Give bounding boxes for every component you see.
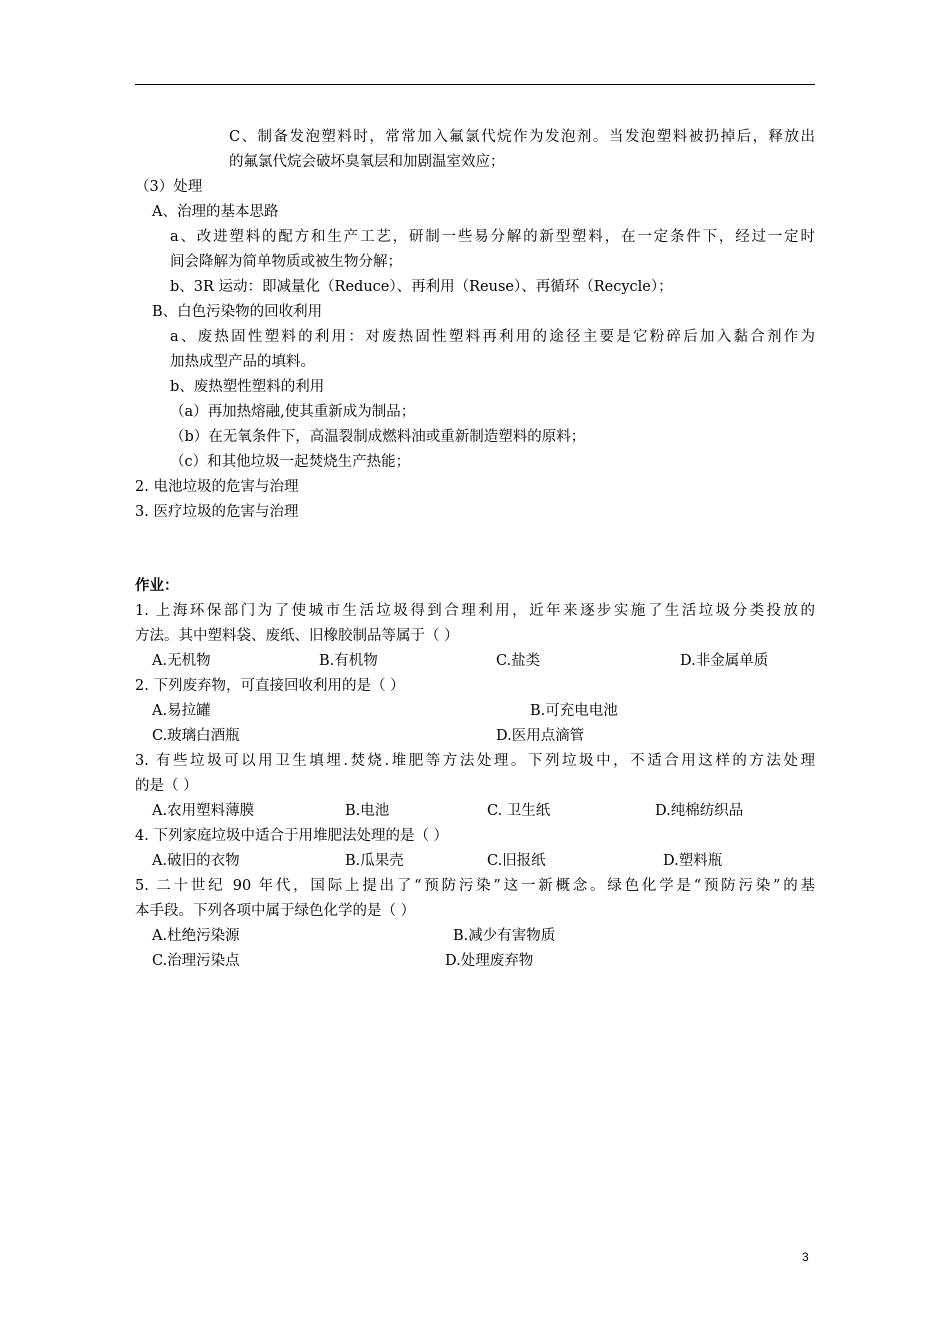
item-a-a-line1: a、改进塑料的配方和生产工艺，研制一些易分解的新型塑料，在一定条件下，经过一定时: [170, 229, 815, 245]
item-a-b: b、3R 运动：即减量化（Reduce）、再利用（Reuse）、再循环（Recycle）；: [170, 279, 673, 295]
question-4-option-a: A.破旧的衣物: [152, 853, 240, 869]
question-4-line1: 4. 下列家庭垃圾中适合于用堆肥法处理的是（ ）: [135, 828, 449, 844]
question-3-line2: 的是（ ）: [135, 778, 198, 794]
paragraph-c-line1: C、制备发泡塑料时，常常加入氟氯代烷作为发泡剂。当发泡塑料被扔掉后，释放出: [229, 129, 815, 145]
question-5-line1: 5. 二十世纪 90 年代，国际上提出了“预防污染”这一新概念。绿色化学是“预防污染”的基: [135, 878, 815, 894]
question-1-option-c: C.盐类: [496, 653, 541, 669]
homework-title: 作业：: [135, 577, 179, 594]
item-b-b-1: （a）再加热熔融,使其重新成为制品；: [170, 404, 416, 420]
question-3-option-c: C. 卫生纸: [487, 803, 551, 819]
subheading-a: A、治理的基本思路: [152, 204, 279, 220]
question-3-option-a: A.农用塑料薄膜: [152, 803, 255, 819]
section-heading-treatment: （3）处理: [135, 179, 203, 195]
section-medical: 3. 医疗垃圾的危害与治理: [135, 504, 299, 520]
question-1-option-a: A.无机物: [152, 653, 211, 669]
item-b-b-2: （b）在无氧条件下，高温裂制成燃料油或重新制造塑料的原料；: [170, 429, 586, 445]
question-5-option-a: A.杜绝污染源: [152, 928, 240, 944]
question-3-option-b: B.电池: [345, 803, 390, 819]
question-3-line1: 3. 有些垃圾可以用卫生填埋.焚烧.堆肥等方法处理。下列垃圾中，不适合用这样的方法处理: [135, 753, 815, 769]
question-1-line1: 1. 上海环保部门为了使城市生活垃圾得到合理利用，近年来逐步实施了生活垃圾分类投放的: [135, 603, 815, 619]
item-b-a-line1: a、废热固性塑料的利用：对废热固性塑料再利用的途径主要是它粉碎后加入黏合剂作为: [170, 329, 815, 345]
question-1-option-d: D.非金属单质: [680, 653, 769, 669]
paragraph-c-line2: 的氟氯代烷会破坏臭氧层和加剧温室效应；: [229, 154, 505, 170]
question-4-option-b: B.瓜果壳: [345, 853, 404, 869]
question-4-option-c: C.旧报纸: [487, 853, 546, 869]
question-2-option-d: D.医用点滴管: [496, 728, 585, 744]
item-b-b: b、废热塑性塑料的利用: [170, 379, 325, 395]
question-1-line2: 方法。其中塑料袋、废纸、旧橡胶制品等属于（ ）: [135, 628, 459, 644]
question-2-option-c: C.玻璃白酒瓶: [152, 728, 240, 744]
item-b-b-3: （c）和其他垃圾一起焚烧生产热能；: [170, 454, 411, 470]
question-4-option-d: D.塑料瓶: [663, 853, 723, 869]
question-5-line2: 本手段。下列各项中属于绿色化学的是（ ）: [135, 903, 416, 919]
question-5-option-c: C.治理污染点: [152, 953, 240, 969]
page-number: 3: [802, 1250, 809, 1264]
header-rule: [135, 84, 815, 85]
question-5-option-b: B.减少有害物质: [453, 928, 556, 944]
question-2-line1: 2. 下列废弃物，可直接回收利用的是（ ）: [135, 678, 405, 694]
question-2-option-a: A.易拉罐: [152, 703, 211, 719]
subheading-b: B、白色污染物的回收利用: [152, 304, 323, 320]
item-b-a-line2: 加热成型产品的填料。: [170, 354, 315, 370]
question-5-option-d: D.处理废弃物: [445, 953, 534, 969]
section-battery: 2. 电池垃圾的危害与治理: [135, 479, 299, 495]
item-a-a-line2: 间会降解为简单物质或被生物分解；: [170, 254, 402, 270]
question-3-option-d: D.纯棉纺织品: [655, 803, 744, 819]
question-2-option-b: B.可充电电池: [530, 703, 618, 719]
question-1-option-b: B.有机物: [319, 653, 378, 669]
